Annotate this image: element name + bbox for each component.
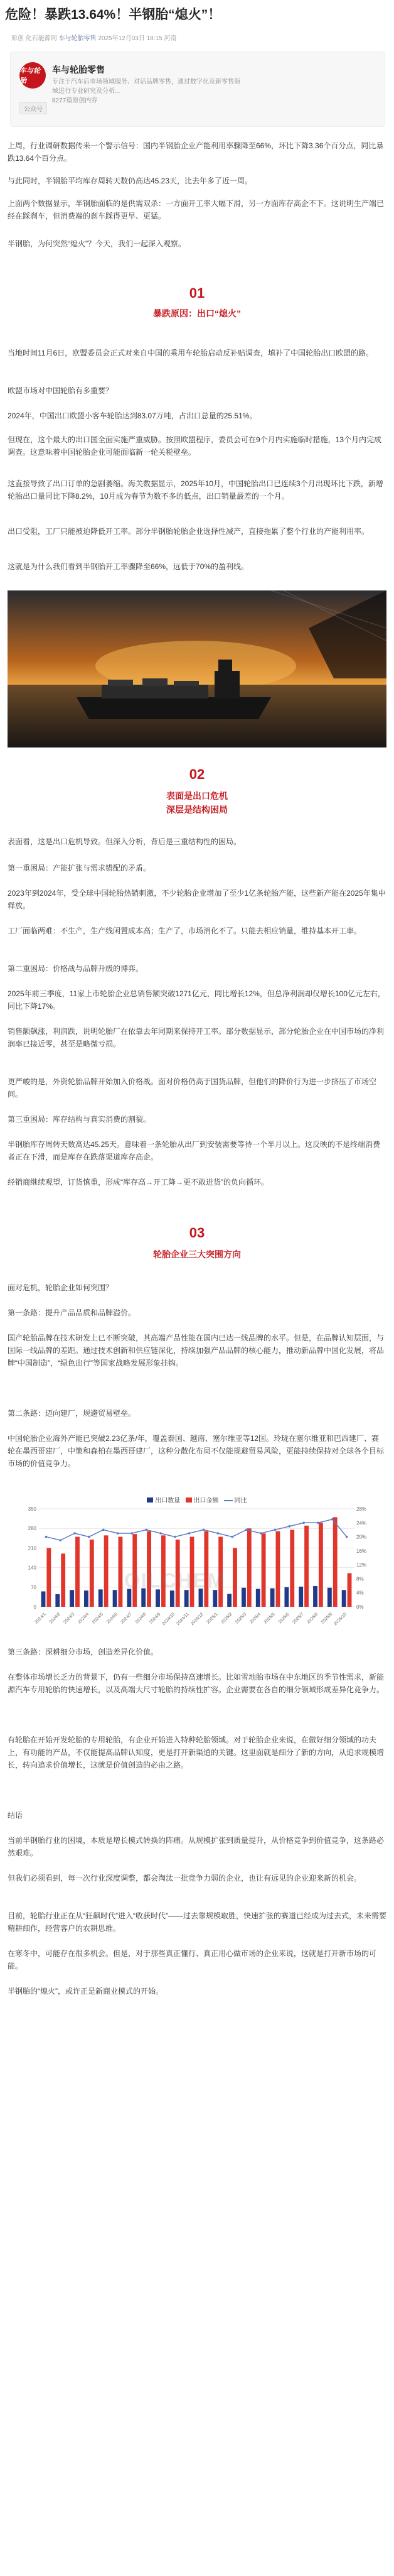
s3-heading-1: 第一条路：提升产品品质和品牌溢价。 xyxy=(8,1308,136,1317)
account-card[interactable] xyxy=(10,52,385,127)
bar-export-value xyxy=(247,1528,252,1607)
bar-export-qty xyxy=(70,1590,74,1607)
x-tick-label: 2024/7 xyxy=(120,1612,133,1625)
s1-paragraph-5: 这直接导致了出口订单的急剧萎缩。海关数据显示，2025年10月，中国轮胎出口已连续3个月出现环比下跌，新增轮胎出口量同比下降8.2%，10月成为春节为数不多的低点，出口销量最差的一个月。 xyxy=(8,479,383,501)
bar-export-value xyxy=(233,1548,237,1607)
bar-export-qty xyxy=(184,1590,189,1607)
x-tick-label: 2024/6 xyxy=(105,1612,119,1625)
line-yoy-point xyxy=(45,1536,48,1538)
s1-paragraph-3: 2024年，中国出口欧盟小客车轮胎达到83.07万吨，占出口总量的25.51%。 xyxy=(8,411,257,420)
intro-paragraph-1: 上周，行业调研数据传来一个警示信号：国内半钢胎企业产能利用率骤降至66%，环比下降3.36个百分点，同比暴跌13.64个百分点。 xyxy=(8,141,384,163)
y-left-tick: 0 xyxy=(33,1604,36,1610)
x-tick-label: 2024/10 xyxy=(161,1612,176,1627)
line-yoy-point xyxy=(145,1529,147,1531)
x-tick-label: 2024/12 xyxy=(189,1612,205,1627)
x-tick-label: 2025/8 xyxy=(306,1612,319,1625)
conclusion-paragraph-2: 但我们必须看到，每一次行业深度调整，都会淘汰一批竞争力弱的企业，也让有远见的企业迎来新的机会。 xyxy=(8,1874,362,1883)
s2-paragraph-3: 工厂面临两难：不生产，生产线闲置成本高；生产了，市场消化不了。只能去相应销量，维持基本开工率。 xyxy=(8,927,362,935)
s3-heading-3: 第三条路：深耕细分市场，创造差异化价值。 xyxy=(8,1648,159,1656)
s2-paragraph-4: 2025年前三季度，11家上市轮胎企业总销售额突破1271亿元，同比增长12%，但总净利润却仅增长100亿元左右，同比下降17%。 xyxy=(8,989,385,1011)
conclusion-paragraph-4: 在寒冬中，可能存在很多机会。但是，对于那些真正懂行、真正用心做市场的企业来说，这就是打开新市场的可能。 xyxy=(8,1949,377,1970)
s2-paragraph-1: 表面看，这是出口危机导致。但深入分析，背后是三重结构性的困局。 xyxy=(8,837,242,846)
conclusion-heading: 结语 xyxy=(8,1811,23,1820)
bar-export-value xyxy=(119,1537,123,1607)
line-yoy-point xyxy=(302,1521,305,1524)
line-yoy-point xyxy=(203,1529,205,1531)
line-yoy-point xyxy=(117,1532,119,1535)
section2-title-line1: 表面是出口危机 xyxy=(166,791,228,801)
y-right-tick: 20% xyxy=(356,1534,367,1540)
bar-export-qty xyxy=(284,1587,289,1607)
line-yoy-point xyxy=(331,1518,334,1521)
s1-paragraph-2: 欧盟市场对中国轮胎有多重要？ xyxy=(8,386,114,395)
account-name: 车与轮胎零售 xyxy=(52,65,105,75)
line-yoy-point xyxy=(174,1536,176,1538)
bar-export-qty xyxy=(342,1590,346,1607)
y-right-tick: 0% xyxy=(356,1604,364,1610)
line-yoy-point xyxy=(231,1536,233,1538)
meta-original: 原创 xyxy=(11,35,24,42)
x-tick-label: 2025/3 xyxy=(235,1612,248,1625)
line-yoy-point xyxy=(159,1532,162,1535)
line-yoy xyxy=(46,1519,346,1540)
s1-paragraph-1: 当地时间11月6日，欧盟委员会正式对来自中国的乘用车轮胎启动反补贴调查，填补了中国轮胎出口欧盟的路。 xyxy=(8,349,374,357)
line-yoy-point xyxy=(59,1539,61,1541)
bar-export-qty xyxy=(213,1590,217,1607)
y-right-tick: 12% xyxy=(356,1562,367,1568)
x-tick-label: 2024/5 xyxy=(91,1612,105,1625)
bar-export-value xyxy=(262,1533,266,1607)
line-yoy-point xyxy=(317,1521,319,1524)
x-tick-label: 2024/3 xyxy=(63,1612,76,1625)
s3-paragraph-1: 面对危机，轮胎企业如何突围？ xyxy=(8,1283,114,1292)
bar-export-value xyxy=(304,1526,309,1607)
line-yoy-point xyxy=(73,1532,76,1535)
section1-title: 暴跌原因：出口“熄火” xyxy=(153,308,241,318)
s2-paragraph-5: 销售额飙涨，利润跌，说明轮胎厂在依靠去年同期来保持开工率。部分数据显示，部分轮胎企业在中国市场的净利润率已接近零，甚至是略微亏损。 xyxy=(8,1027,385,1048)
section1-number: 01 xyxy=(189,285,205,301)
meta-author: 化石能源网 xyxy=(25,35,57,42)
bar-export-qty xyxy=(299,1587,303,1607)
y-left-tick: 70 xyxy=(31,1584,36,1590)
bar-export-qty xyxy=(55,1594,60,1607)
bar-export-qty xyxy=(270,1589,275,1607)
bar-export-value xyxy=(290,1530,294,1607)
chart-legend xyxy=(19,1495,375,1504)
x-tick-label: 2024/8 xyxy=(134,1612,147,1625)
x-tick-label: 2024/11 xyxy=(176,1612,191,1626)
y-left-tick: 350 xyxy=(28,1506,36,1512)
y-right-tick: 4% xyxy=(356,1590,364,1596)
x-tick-label: 2024/4 xyxy=(77,1612,90,1625)
bar-export-value xyxy=(333,1517,338,1607)
line-yoy-point xyxy=(131,1532,134,1535)
line-yoy-point xyxy=(289,1525,291,1528)
meta-source-link[interactable]: 车与轮胎零售 xyxy=(58,35,97,42)
x-tick-label: 2025/2 xyxy=(220,1612,233,1625)
y-left-tick: 210 xyxy=(28,1545,36,1552)
cargo-ship-image xyxy=(8,590,386,747)
bar-export-qty xyxy=(98,1589,103,1607)
s1-paragraph-6: 出口受阻，工厂只能被迫降低开工率。部分半钢胎轮胎企业选择性减产，直接拖累了整个行业的产能利用率。 xyxy=(8,527,370,536)
x-tick-label: 2025/7 xyxy=(292,1612,305,1625)
s1-paragraph-4: 但现在，这个最大的出口国全面实施严重威胁。按照欧盟程序，委员会可在9个月内实施临时措施，13个月内完成调查。这意味着中国轮胎企业可能面临新一轮关税壁垒。 xyxy=(8,435,382,457)
line-yoy-point xyxy=(346,1536,348,1538)
y-left-tick: 140 xyxy=(28,1565,36,1571)
line-yoy-point xyxy=(274,1529,277,1531)
y-left-tick: 280 xyxy=(28,1526,36,1532)
bar-export-qty xyxy=(327,1588,332,1607)
x-tick-label: 2025/6 xyxy=(277,1612,290,1625)
s1-paragraph-7: 这就是为什么我们看到半钢胎开工率骤降至66%，远低于70%的盈利线。 xyxy=(8,562,249,571)
section2-number: 02 xyxy=(189,766,205,782)
s2-heading-3: 第三重困局：库存结构与真实消费的割裂。 xyxy=(8,1115,151,1124)
x-tick-label: 2025/5 xyxy=(263,1612,276,1625)
export-chart xyxy=(19,1495,375,1632)
s3-heading-2: 第二条路：迈向建厂，规避贸易壁垒。 xyxy=(8,1409,136,1418)
bar-export-qty xyxy=(227,1594,232,1607)
account-tag: 公众号 xyxy=(19,102,47,114)
meta-location: 河南 xyxy=(164,35,177,42)
bar-export-value xyxy=(46,1548,51,1607)
x-tick-label: 2025/4 xyxy=(248,1612,262,1625)
s3-paragraph-3: 中国轮胎企业海外产能已突破2.23亿条/年，覆盖泰国、越南、塞尔维亚等12国。玲珑在塞尔维亚和巴西建厂、赛轮在墨西哥建厂，中策和森柏在墨西哥建厂，这种分散化布局不仅能规避贸易风险，更能持续保持对全球各个目标市场的价值竞争力。 xyxy=(8,1434,385,1468)
s2-paragraph-2: 2023年到2024年，受全球中国轮胎热销刺激，不少轮胎企业增加了至少1亿条轮胎产能，这些新产能在2025年集中释放。 xyxy=(8,889,386,910)
cargo-ship-photo xyxy=(8,590,386,747)
bar-export-value xyxy=(61,1553,65,1607)
s3-paragraph-5: 有轮胎在开始开发轮胎的专用轮胎，有企业开始进入特种轮胎领域。对于轮胎企业来说，在做好细分领域的功夫上，有功能的产品，不仅能提高品牌认知度，更是打开新渠道的关键。这里面就是细分了新的方向，从追求规模增长，转向追求价值增长，这就是价值创造的必由之路。 xyxy=(8,1736,385,1769)
bar-export-value xyxy=(90,1540,94,1607)
bar-export-value xyxy=(276,1531,280,1607)
y-right-tick: 28% xyxy=(356,1506,367,1512)
section3-number: 03 xyxy=(189,1225,205,1241)
bar-export-value xyxy=(104,1535,109,1607)
article-title: 危险！暴跌13.64%！半钢胎“熄火”！ xyxy=(5,8,221,22)
article-meta xyxy=(11,33,388,42)
line-yoy-point xyxy=(102,1529,105,1531)
s3-paragraph-4: 在整体市场增长乏力的背景下，仍有一些细分市场保持高速增长。比如雪地胎市场在中东地区的季节性需求，新能源汽车专用轮胎的快速增长，以及高端大尺寸轮胎的持续性扩容。企业需要在各自的细分领域形成差异化竞争力。 xyxy=(8,1673,385,1694)
bar-export-qty xyxy=(41,1591,46,1607)
s3-paragraph-2: 国产轮胎品牌在技术研发上已不断突破，其高端产品性能在国内已达一线品牌的水平。但是，在品牌认知层面，与国际一线品牌的差距。通过技术创新和供应链深化，持续加强产品品牌的核心能力，推动新品牌中国化发展，将品牌“中国制造”，“绿色出行”等国家战略发展形象挂钩。 xyxy=(8,1334,385,1367)
x-tick-label: 2025/1 xyxy=(206,1612,219,1625)
legend-line: 同比 xyxy=(234,1497,247,1504)
account-desc: 专注于汽车后市场领域服务、对话品牌零售，通过数字化及新零售领域进行专业研究及分析... 8277篇原创内容 xyxy=(52,79,240,104)
y-right-tick: 8% xyxy=(356,1576,364,1582)
line-yoy-point xyxy=(260,1532,262,1535)
bar-export-value xyxy=(319,1523,323,1607)
x-tick-label: 2024/1 xyxy=(34,1612,47,1625)
intro-paragraph-2: 与此同时，半钢胎平均库存周转天数仍高达45.23天，比去年多了近一周。 xyxy=(8,177,253,185)
x-tick-label: 2024/9 xyxy=(149,1612,162,1625)
s2-paragraph-6: 更严峻的是，外资轮胎品牌开始加入价格战。面对价格仍高于国货品牌，但他们的降价行为进一步挤压了市场空间。 xyxy=(8,1077,377,1099)
s2-heading-1: 第一重困局：产能扩张与需求错配的矛盾。 xyxy=(8,864,151,872)
y-right-tick: 24% xyxy=(356,1520,367,1526)
intro-paragraph-4: 半钢胎，为何突然“熄火”？今天，我们一起深入观察。 xyxy=(8,239,186,248)
bar-export-qty xyxy=(256,1589,260,1607)
bar-export-qty xyxy=(170,1590,174,1607)
section3-title: 轮胎企业三大突围方向 xyxy=(153,1249,241,1259)
bar-export-qty xyxy=(242,1588,246,1607)
line-yoy-point xyxy=(88,1536,90,1538)
line-yoy-point xyxy=(188,1532,191,1535)
line-yoy-point xyxy=(245,1529,248,1531)
conclusion-paragraph-3: 目前，轮胎行业正在从“狂飙时代”进入“收获时代”——过去靠规模取胜，快速扩张的赛道已经成为过去式，未来需要精耕细作，经营客户的农耕思维。 xyxy=(8,1911,386,1933)
bar-export-qty xyxy=(113,1590,117,1607)
bar-export-value xyxy=(348,1573,352,1607)
x-tick-label: 2024/2 xyxy=(48,1612,61,1625)
account-logo: 车与轮胎 xyxy=(19,62,46,89)
conclusion-paragraph-1: 当前半钢胎行业的困境，本质是增长模式转换的阵痛。从规模扩张到质量提升，从价格竞争到价值竞争，这条路必然艰难。 xyxy=(8,1836,385,1857)
intro-paragraph-3: 上面两个数据显示，半钢胎面临的是供需双杀：一方面开工率大幅下滑，另一方面库存高企不下。这说明生产端已经在踩刹车，但消费端的刹车踩得更早、更猛。 xyxy=(8,199,385,220)
section2-title-line2: 深层是结构困局 xyxy=(166,805,228,815)
legend-bar1: 出口数量 xyxy=(155,1497,181,1504)
bar-export-qty xyxy=(313,1586,317,1607)
meta-time: 2025年12月03日 18:15 xyxy=(98,35,162,42)
s2-paragraph-7: 半钢胎库存周转天数高达45.25天。意味着一条轮胎从出厂到安装需要等待一个半月以上。这反映的不是终端消费者正在下滑，而是库存在跌落渠道库存高企。 xyxy=(8,1140,381,1161)
legend-bar2: 出口金额 xyxy=(193,1497,219,1504)
line-yoy-point xyxy=(216,1532,219,1535)
s2-heading-2: 第二重困局：价格战与品牌升级的博弈。 xyxy=(8,964,144,973)
x-tick-label: 2025/9 xyxy=(321,1612,334,1625)
conclusion-paragraph-5: 半钢胎的“熄火”，或许正是新商业模式的开始。 xyxy=(8,1987,163,1996)
y-right-tick: 16% xyxy=(356,1548,367,1554)
s2-paragraph-8: 经销商继续观望，订货慎重，形成“库存高→开工降→更不敢进货”的负向循环。 xyxy=(8,1178,269,1187)
chart-svg xyxy=(19,1504,375,1629)
chart-watermark: OILCHEM xyxy=(124,1569,226,1592)
bar-export-value xyxy=(75,1537,80,1607)
bar-export-qty xyxy=(84,1590,88,1607)
x-tick-label: 2025/10 xyxy=(333,1612,348,1627)
